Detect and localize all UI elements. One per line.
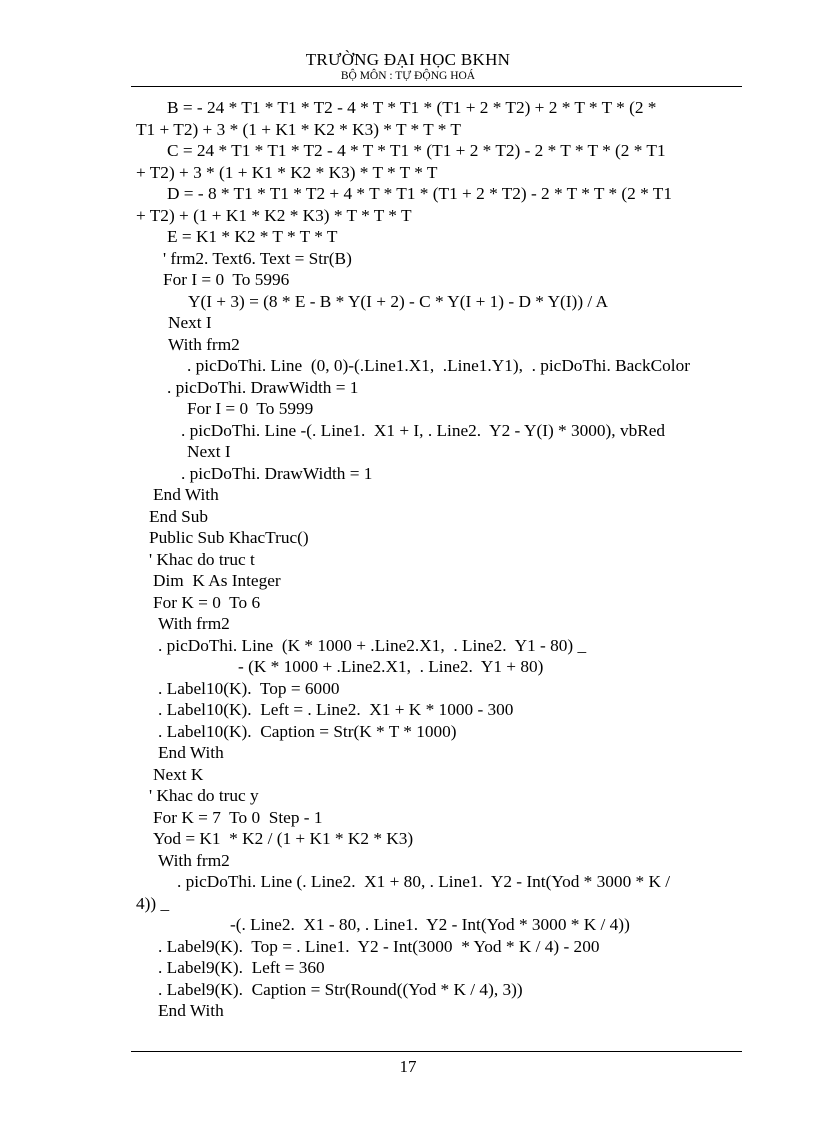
code-line: Y(I + 3) = (8 * E - B * Y(I + 2) - C * Y(I + 1) - D * Y(I)) / A [188, 291, 609, 311]
code-line: E = K1 * K2 * T * T * T [167, 227, 338, 246]
code-line: . picDoThi. DrawWidth = 1 [181, 463, 373, 483]
code-line: . picDoThi. Line (. Line2. X1 + 80, . Line1. Y2 - Int(Yod * 3000 * K / [177, 872, 671, 891]
code-line: End With [158, 743, 224, 762]
code-line: . Label9(K). Top = . Line1. Y2 - Int(3000 * Yod * K / 4) - 200 [158, 936, 600, 956]
code-line: Next I [187, 442, 231, 461]
header-rule [131, 86, 742, 87]
header-subtitle: BỘ MÔN : TỰ ĐỘNG HOÁ [340, 70, 476, 82]
code-line: End With [158, 1001, 224, 1020]
code-line: D = - 8 * T1 * T1 * T2 + 4 * T * T1 * (T1 + 2 * T2) - 2 * T * T * (2 * T1 [167, 184, 672, 203]
code-line: . picDoThi. Line -(. Line1. X1 + I, . Line2. Y2 - Y(I) * 3000), vbRed [181, 420, 666, 440]
code-line: For I = 0 To 5996 [163, 270, 290, 289]
header-title: TRƯỜNG ĐẠI HỌC BKHN [305, 50, 511, 69]
code-line: ' frm2. Text6. Text = Str(B) [163, 248, 352, 268]
code-line: . picDoThi. DrawWidth = 1 [167, 377, 359, 397]
code-line: . Label9(K). Caption = Str(Round((Yod * K / 4), 3)) [158, 979, 523, 999]
code-line: Next I [168, 313, 212, 332]
code-line: . picDoThi. Line (0, 0)-(.Line1.X1, .Line1.Y1), . picDoThi. BackColor [187, 356, 690, 375]
code-line: - (K * 1000 + .Line2.X1, . Line2. Y1 + 80) [238, 657, 544, 676]
code-line: For K = 7 To 0 Step - 1 [153, 807, 323, 827]
code-line: + T2) + (1 + K1 * K2 * K3) * T * T * T [136, 205, 412, 225]
code-line: Next K [153, 764, 204, 784]
code-line: End Sub [149, 506, 209, 526]
code-line: For I = 0 To 5999 [187, 399, 314, 418]
code-line: T1 + T2) + 3 * (1 + K1 * K2 * K3) * T * T * T [136, 119, 461, 139]
code-line: Yod = K1 * K2 / (1 + K1 * K2 * K3) [153, 829, 414, 848]
code-line: ' Khac do truc y [149, 786, 259, 805]
code-line: C = 24 * T1 * T1 * T2 - 4 * T * T1 * (T1 + 2 * T2) - 2 * T * T * (2 * T1 [167, 141, 666, 160]
code-line: . Label10(K). Top = 6000 [158, 678, 340, 698]
code-line: . Label9(K). Left = 360 [158, 958, 325, 977]
code-line: With frm2 [158, 850, 230, 870]
code-line: 4)) _ [136, 893, 170, 913]
code-line: End With [153, 485, 219, 504]
code-line: With frm2 [158, 614, 230, 633]
code-line: Dim K As Integer [153, 571, 281, 590]
code-line: For K = 0 To 6 [153, 592, 261, 612]
code-line: + T2) + 3 * (1 + K1 * K2 * K3) * T * T * T [136, 162, 438, 182]
code-line: With frm2 [168, 334, 240, 354]
code-line: ' Khac do truc t [149, 549, 255, 569]
code-line: B = - 24 * T1 * T1 * T2 - 4 * T * T1 * (T1 + 2 * T2) + 2 * T * T * (2 * [167, 98, 657, 117]
page-number: 17 [399, 1057, 417, 1076]
footer-rule [131, 1051, 742, 1052]
code-line: . Label10(K). Caption = Str(K * T * 1000) [158, 721, 457, 741]
code-line: -(. Line2. X1 - 80, . Line1. Y2 - Int(Yod * 3000 * K / 4)) [230, 915, 630, 934]
code-line: Public Sub KhacTruc() [149, 528, 309, 547]
code-line: . Label10(K). Left = . Line2. X1 + K * 1000 - 300 [158, 700, 514, 719]
code-line: . picDoThi. Line (K * 1000 + .Line2.X1, . Line2. Y1 - 80) _ [158, 635, 587, 655]
